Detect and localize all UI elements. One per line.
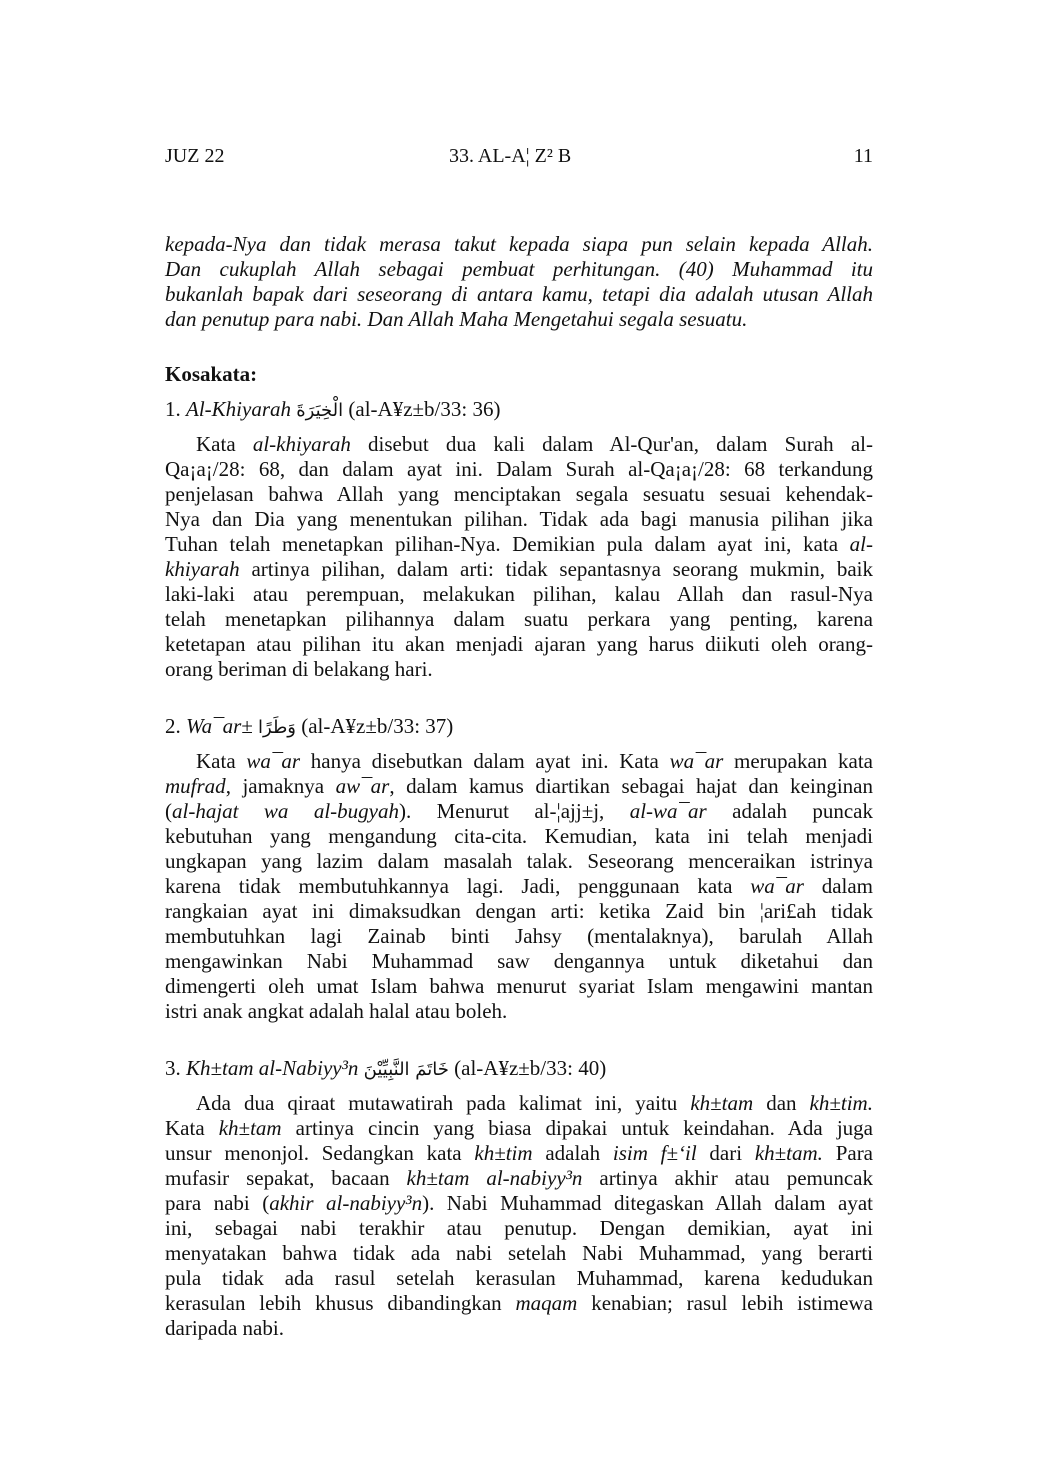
text-line [165,949,873,974]
text-line [165,749,873,774]
text-segment: dan [753,1091,810,1115]
text-segment: ini, sebagai nabi terakhir atau penutup. Dengan demikian, ayat ini [165,1216,873,1240]
text-segment: Ada dua qiraat mutawatirah pada kalimat ini, yaitu [196,1091,691,1115]
text-line [165,799,873,824]
text-segment: ). Menurut al-¦ajj±j, [398,799,630,823]
italic-term: kh±tim [474,1141,533,1165]
text-segment: dimengerti oleh umat Islam bahwa menurut syariat Islam mengawini mantan [165,974,873,998]
text-segment: disebut dua kali dalam Al-Qur'an, dalam Surah al- [350,432,873,456]
italic-term: maqam [515,1291,578,1315]
italic-term: kh±tam al-nabiyy³n [406,1166,583,1190]
text-segment: dari [696,1141,755,1165]
term-reference: (al-A¥z±b/33: 40) [454,1056,607,1080]
text-segment: artinya cincin yang biasa dipakai untuk keindahan. Ada juga [281,1116,873,1140]
text-segment: ( [165,799,172,823]
running-header [165,145,873,171]
kosakata-heading: Kosakata: [165,362,258,386]
text-segment: Nya dan Dia yang menentukan pilihan. Tidak ada bagi manusia pilihan jika [165,507,873,531]
term-explanation [165,432,873,682]
term-reference: (al-A¥z±b/33: 37) [301,714,454,738]
term-number: 2. [165,714,181,738]
italic-term: wa¯ar [246,749,301,773]
text-segment: dalam [803,874,874,898]
text-segment: penjelasan bahwa Allah yang menciptakan segala sesuatu sesuai kehendak- [165,482,873,506]
text-segment: telah menetapkan pilihannya dalam suatu perkara yang penting, karena [165,607,873,631]
text-segment: karena tidak membutuhkannya lagi. Jadi, penggunaan kata [165,874,751,898]
text-segment: dan penutup para nabi. Dan Allah Maha Mengetahui segala sesuatu. [165,307,748,331]
text-segment: artinya pilihan, dalam arti: tidak sepantasnya seorang mukmin, baik [239,557,873,581]
vocabulary-list [165,397,873,1341]
vocabulary-term-heading [165,714,873,739]
text-segment: artinya akhir atau pemuncak [582,1166,873,1190]
text-segment: ). Nabi Muhammad ditegaskan Allah dalam ayat [422,1191,873,1215]
italic-term: khiyarah [165,557,240,581]
text-segment: , dalam kamus diartikan sebagai hajat dan keinginan [389,774,873,798]
text-segment: hanya disebutkan dalam ayat ini. Kata [300,749,670,773]
text-segment: kenabian; rasul lebih istimewa [577,1291,873,1315]
text-line [165,1091,873,1116]
italic-term: mufrad [165,774,226,798]
italic-term: al-hajat wa al-bugyah [172,799,399,823]
text-line [165,507,873,532]
italic-term: al- [849,532,873,556]
text-line [165,824,873,849]
text-line [165,999,873,1024]
text-line [165,282,873,307]
vocabulary-term-heading [165,1056,873,1081]
text-line [165,557,873,582]
text-line [165,482,873,507]
text-line [165,899,873,924]
term-reference: (al-A¥z±b/33: 36) [348,397,501,421]
text-segment: laki-laki atau perempuan, melakukan pilihan, kalau Allah dan rasul-Nya [165,582,873,606]
italic-term: kh±tim. [809,1091,873,1115]
text-line [165,432,873,457]
italic-term: kh±tam [218,1116,282,1140]
italic-term: wa¯ar [669,749,724,773]
text-line [165,257,873,282]
page-number: 11 [853,145,873,167]
text-segment: ungkapan yang lazim dalam masalah talak. Seseorang menceraikan istrinya [165,849,873,873]
text-segment: para nabi ( [165,1191,270,1215]
text-line [165,1241,873,1266]
text-line [165,1141,873,1166]
text-line [165,774,873,799]
term-transliteration: Wa¯ar± [186,714,253,738]
text-line [165,232,873,257]
spacer [165,1024,873,1046]
text-segment: menyatakan bahwa tidak ada nabi setelah Nabi Muhammad, yang berarti [165,1241,873,1265]
text-segment: daripada nabi. [165,1316,284,1340]
text-segment: Kata [165,1116,219,1140]
translation-paragraph [165,232,873,332]
text-line [165,1291,873,1316]
text-segment: adalah [532,1141,613,1165]
text-line [165,974,873,999]
text-segment: kepada-Nya dan tidak merasa takut kepada siapa pun selain kepada Allah. [165,232,873,256]
text-line [165,457,873,482]
text-segment: bukanlah bapak dari seseorang di antara kamu, tetapi dia adalah utusan Allah [165,282,873,306]
text-segment: kebutuhan yang mengandung cita-cita. Kemudian, kata ini telah menjadi [165,824,873,848]
term-arabic: الْخِيَرَةَ [296,400,344,421]
term-number: 3. [165,1056,181,1080]
text-segment: membutuhkan lagi Zainab binti Jahsy (mentalaknya), barulah Allah [165,924,873,948]
surah-title: 33. AL-A¦ Z² B [449,145,572,167]
text-segment: Kata [196,432,253,456]
text-line [165,849,873,874]
text-line [165,874,873,899]
text-segment: , jamaknya [225,774,336,798]
italic-term: al-khiyarah [252,432,351,456]
text-line [165,657,873,682]
text-segment: ketetapan atau pilihan itu akan menjadi ajaran yang harus diikuti oleh orang- [165,632,873,656]
text-segment: unsur menonjol. Sedangkan kata [165,1141,475,1165]
text-segment: istri anak angkat adalah halal atau boleh. [165,999,508,1023]
spacer [165,682,873,704]
term-transliteration: Kh±tam al-Nabiyy³n [186,1056,359,1080]
term-explanation [165,1091,873,1341]
italic-term: kh±tam [690,1091,754,1115]
italic-term: isim f±‘il [612,1141,697,1165]
text-segment: adalah puncak [706,799,873,823]
term-arabic: خَاتَمَ النَّبِيِّيْنَ [363,1059,449,1080]
term-number: 1. [165,397,181,421]
text-line [165,1216,873,1241]
text-segment: Tuhan telah menetapkan pilihan-Nya. Demikian pula dalam ayat ini, kata [165,532,850,556]
text-segment: mufasir sepakat, bacaan [165,1166,407,1190]
text-line [165,582,873,607]
page-body [165,232,873,1341]
italic-term: al-wa¯ar [629,799,707,823]
italic-term: kh±tam. [754,1141,823,1165]
text-segment: Dan cukuplah Allah sebagai pembuat perhitungan. (40) Muhammad itu [165,257,873,281]
text-segment: rangkaian ayat ini dimaksudkan dengan arti: ketika Zaid bin ¦ari£ah tidak [165,899,873,923]
text-segment: orang beriman di belakang hari. [165,657,433,681]
text-line [165,924,873,949]
vocabulary-term-heading [165,397,873,422]
text-line [165,1266,873,1291]
text-line [165,1166,873,1191]
text-segment: mengawinkan Nabi Muhammad saw dengannya untuk diketahui dan [165,949,873,973]
juz-label: JUZ 22 [165,145,225,167]
text-segment: merupakan kata [723,749,873,773]
text-line [165,532,873,557]
text-line [165,307,873,332]
term-arabic: وَطَرًا [258,717,296,738]
italic-term: aw¯ar [335,774,390,798]
text-segment: Para [822,1141,874,1165]
italic-term: wa¯ar [750,874,804,898]
text-line [165,632,873,657]
text-segment: Qa¡a¡/28: 68, dan dalam ayat ini. Dalam Surah al-Qa¡a¡/28: 68 terkandung [165,457,873,481]
text-segment: kerasulan lebih khusus dibandingkan [165,1291,516,1315]
term-explanation [165,749,873,1024]
text-line [165,1316,873,1341]
italic-term: akhir al-nabiyy³n [269,1191,423,1215]
text-segment: pula tidak ada rasul setelah kerasulan Muhammad, karena kedudukan [165,1266,873,1290]
term-transliteration: Al-Khiyarah [186,397,291,421]
text-line [165,607,873,632]
text-segment: Kata [196,749,247,773]
text-line [165,1191,873,1216]
text-line [165,1116,873,1141]
